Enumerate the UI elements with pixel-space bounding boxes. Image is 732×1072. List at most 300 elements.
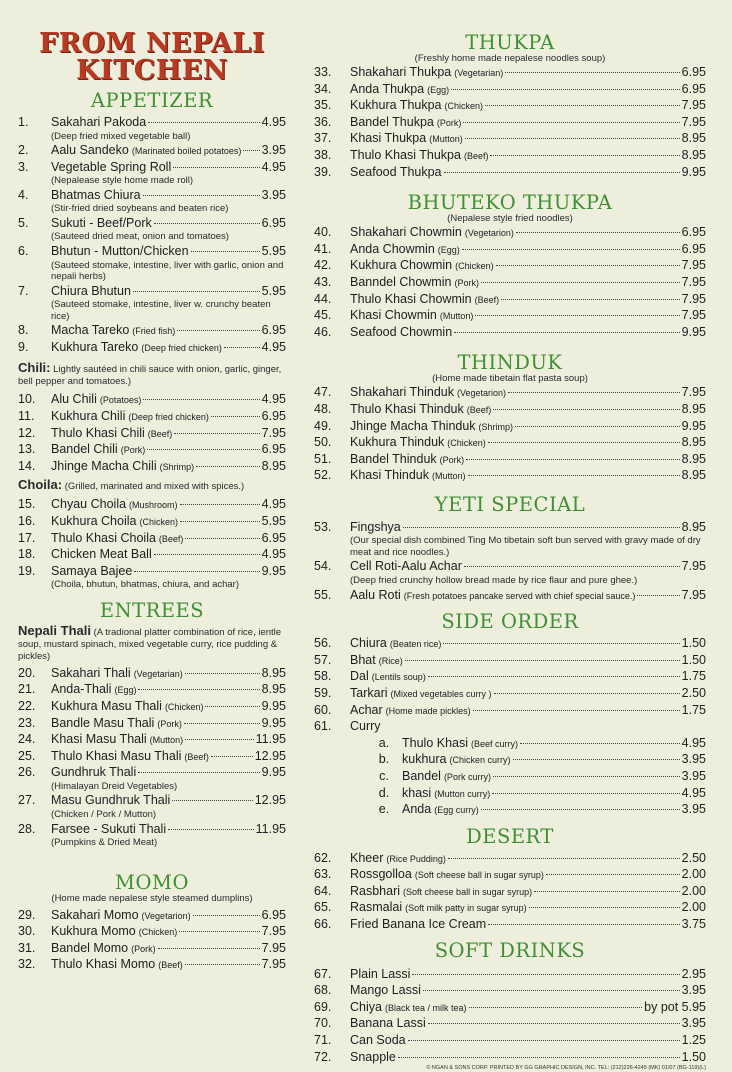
- menu-item: [18, 940, 286, 957]
- menu-item: [18, 441, 286, 458]
- item-number: 5.: [18, 215, 29, 230]
- item-number: 18.: [18, 547, 36, 562]
- dot-leader: [185, 963, 260, 965]
- bhuteko-list: [314, 224, 706, 340]
- menu-item: [18, 283, 286, 300]
- menu-item: [350, 751, 706, 768]
- item-price: 1.50: [681, 636, 706, 651]
- item-price: 4.95: [261, 339, 286, 354]
- item-number: 70.: [314, 1016, 332, 1031]
- item-note: (Potatoes): [99, 395, 142, 406]
- item-note: (Chicken): [444, 101, 484, 112]
- dot-leader: [184, 722, 260, 724]
- item-price: 6.95: [261, 323, 286, 338]
- item-name: Khasi Thinduk: [350, 468, 429, 483]
- dot-leader: [481, 808, 680, 810]
- item-description: (Nepalease style home made roll): [51, 175, 194, 187]
- item-name: Bandel Chili: [51, 442, 118, 457]
- menu-item: [350, 735, 706, 752]
- menu-item: [18, 821, 286, 838]
- menu-item: [314, 850, 706, 867]
- menu-item: [18, 698, 286, 715]
- dot-leader: [508, 391, 680, 393]
- menu-item: [314, 982, 706, 999]
- item-number: 15.: [18, 497, 36, 512]
- item-name: Chiya: [350, 999, 382, 1014]
- item-note: (Home made pickles): [385, 705, 471, 716]
- menu-item: [18, 731, 286, 748]
- menu-item: [314, 883, 706, 900]
- item-number: 7.: [18, 283, 29, 298]
- item-price: 7.95: [261, 425, 286, 440]
- item-note: (Black tea / milk tea): [384, 1002, 467, 1013]
- item-price: 1.50: [681, 1049, 706, 1064]
- dot-leader: [494, 692, 680, 694]
- item-note: (Egg): [437, 244, 460, 255]
- item-name: Kukhura Masu Thali: [51, 698, 162, 713]
- menu-item: [314, 916, 706, 933]
- menu-item: [314, 652, 706, 669]
- item-description: (Sauteed dried meat, onion and tomatoes): [51, 231, 229, 243]
- left-column: [18, 0, 286, 973]
- item-name: Chyau Choila: [51, 497, 127, 512]
- dot-leader: [428, 675, 680, 677]
- item-number: 62.: [314, 850, 332, 865]
- item-name: Kukhura Thinduk: [350, 435, 445, 450]
- dot-leader: [423, 989, 680, 991]
- item-name: Bandel Thukpa: [350, 114, 434, 129]
- item-note: (Egg curry): [434, 805, 479, 816]
- item-name: Chiura Bhutun: [51, 283, 131, 298]
- choila-label: Choila:: [18, 477, 63, 493]
- item-price: 2.50: [681, 850, 706, 865]
- menu-item: [18, 142, 286, 159]
- item-name: Bhatmas Chiura: [51, 187, 141, 202]
- item-price: 9.95: [681, 164, 706, 179]
- item-name: Banana Lassi: [350, 1016, 426, 1031]
- item-name: Alu Chili: [51, 392, 97, 407]
- item-price: 7.95: [681, 114, 706, 129]
- menu-item: [18, 923, 286, 940]
- item-number: 69.: [314, 999, 332, 1014]
- item-number: 49.: [314, 418, 332, 433]
- menu-item: [18, 792, 286, 809]
- item-note: (Vegetarian): [133, 668, 183, 679]
- menu-item: [18, 114, 286, 131]
- item-price: 3.95: [261, 143, 286, 158]
- item-name: Banndel Chowmin: [350, 274, 452, 289]
- item-note: (Beef): [184, 751, 209, 762]
- item-note: (Deep fried chicken): [128, 411, 209, 422]
- item-note: (Beef): [158, 533, 184, 544]
- item-number: 29.: [18, 907, 36, 922]
- dot-leader: [475, 314, 679, 316]
- item-name: Gundhruk Thali: [51, 765, 137, 780]
- item-name: Anda: [402, 802, 432, 817]
- item-note: (Chicken curry): [449, 755, 511, 766]
- item-note: (Rice): [378, 655, 403, 666]
- item-price: 7.95: [681, 274, 706, 289]
- item-name: Kukhura Choila: [51, 513, 137, 528]
- item-number: 71.: [314, 1033, 332, 1048]
- menu-item: [314, 257, 706, 274]
- item-number: 57.: [314, 652, 332, 667]
- dot-leader: [473, 709, 680, 711]
- item-note: (Soft milk patty in sugar syrup): [405, 903, 527, 914]
- item-name: Kukhura Thukpa: [350, 98, 442, 113]
- dot-leader: [172, 799, 252, 801]
- item-name: Rossgolloa: [350, 867, 412, 882]
- dot-leader: [143, 194, 260, 196]
- dot-leader: [179, 930, 259, 932]
- item-name: Kukhura Momo: [51, 924, 136, 939]
- entrees-list: [18, 665, 286, 849]
- item-note: (Shrimp): [478, 421, 514, 432]
- item-name: Thulo Khasi Masu Thali: [51, 748, 182, 763]
- item-price: 4.95: [261, 497, 286, 512]
- dot-leader: [448, 857, 680, 859]
- menu-item: [314, 1015, 706, 1032]
- menu-item: [18, 956, 286, 973]
- item-price: 8.95: [681, 519, 706, 534]
- item-description: (Deep fried crunchy hollow bread made by rice flaur and pure ghee.): [350, 575, 638, 587]
- item-note: (Chicken): [139, 516, 178, 527]
- item-name: Farsee - Sukuti Thali: [51, 821, 167, 836]
- item-name: Anda Thukpa: [350, 81, 425, 96]
- item-note: (Mutton): [439, 311, 474, 322]
- chili-list: [18, 391, 286, 474]
- item-name: Mango Lassi: [350, 983, 421, 998]
- menu-item: [18, 159, 286, 176]
- item-price: 8.95: [681, 468, 706, 483]
- menu-item: [314, 401, 706, 418]
- dot-leader: [454, 331, 680, 333]
- dot-leader: [637, 594, 679, 596]
- item-price: 5.95: [261, 283, 286, 298]
- dot-leader: [177, 329, 259, 331]
- item-price: 4.95: [681, 735, 706, 750]
- desert-list: [314, 850, 706, 933]
- item-price: 3.95: [261, 187, 286, 202]
- item-name: Snapple: [350, 1049, 396, 1064]
- item-price: 7.95: [681, 559, 706, 574]
- dot-leader: [243, 149, 259, 151]
- item-price: 3.95: [681, 983, 706, 998]
- item-name: Seafood Chowmin: [350, 324, 453, 339]
- item-number: 16.: [18, 513, 36, 528]
- item-number: 55.: [314, 587, 332, 602]
- dot-leader: [485, 104, 680, 106]
- dot-leader: [468, 474, 680, 476]
- item-name: Can Soda: [350, 1033, 406, 1048]
- item-name: Thulo Khasi Chowmin: [350, 291, 472, 306]
- restaurant-title-line1: FROM NEPALI: [38, 28, 266, 59]
- item-name: Cell Roti-Aalu Achar: [350, 559, 462, 574]
- item-number: 4.: [18, 187, 29, 202]
- item-price: 4.95: [261, 547, 286, 562]
- menu-item: [18, 546, 286, 563]
- item-number: 32.: [18, 957, 36, 972]
- item-name: Thulo Khasi: [402, 735, 469, 750]
- right-column: [314, 0, 706, 1072]
- item-number: 33.: [314, 65, 332, 79]
- item-description: (Sauteed stomake, intestine, liver with garlic, onion and nepali herbs): [51, 259, 284, 283]
- item-name: Rasmalai: [350, 900, 403, 915]
- menu-item: [314, 130, 706, 147]
- item-description: (Sauteed stomake, intestine, liver w. crunchy beaten rice): [51, 299, 271, 322]
- item-number: 58.: [314, 669, 332, 684]
- dot-leader: [211, 755, 253, 757]
- item-price: 8.95: [681, 131, 706, 146]
- item-name: khasi: [402, 785, 432, 800]
- item-note: (Mixed vegetables curry ): [390, 688, 492, 699]
- item-name: Thulo Khasi Chili: [51, 425, 145, 440]
- item-name: Aalu Roti: [350, 587, 401, 602]
- item-number: 2.: [18, 143, 29, 158]
- item-number: 13.: [18, 442, 36, 457]
- item-note: (Pork): [120, 445, 146, 456]
- dot-leader: [191, 250, 260, 252]
- item-number: 27.: [18, 793, 36, 808]
- menu-item: [350, 768, 706, 785]
- item-price: 6.95: [261, 408, 286, 423]
- item-number: 35.: [314, 98, 332, 113]
- item-note: (Chicken): [455, 261, 494, 272]
- item-price: 4.95: [261, 159, 286, 174]
- item-number: 45.: [314, 308, 332, 323]
- item-name: Bhat: [350, 652, 376, 667]
- chili-label: Chili:: [18, 360, 51, 376]
- dot-leader: [481, 281, 680, 283]
- item-number: 25.: [18, 748, 36, 763]
- item-number: 14.: [18, 458, 36, 473]
- dot-leader: [154, 222, 260, 224]
- dot-leader: [398, 1056, 680, 1058]
- item-price: 9.95: [261, 765, 286, 780]
- dot-leader: [451, 88, 680, 90]
- dot-leader: [466, 458, 680, 460]
- choila-list: [18, 496, 286, 590]
- item-price: 11.95: [255, 821, 286, 836]
- item-number: 23.: [18, 715, 36, 730]
- item-name: Jhinge Macha Thinduk: [350, 418, 476, 433]
- dot-leader: [513, 758, 680, 760]
- item-price: 9.95: [261, 698, 286, 713]
- item-name: Sakahari Thali: [51, 665, 131, 680]
- soft-drinks-heading: SOFT DRINKS: [434, 938, 586, 962]
- dot-leader: [516, 231, 680, 233]
- item-number: 22.: [18, 698, 36, 713]
- item-number: 21.: [18, 682, 36, 697]
- item-note: (Beaten rice): [389, 639, 442, 650]
- menu-item: [314, 434, 706, 451]
- item-name: Aalu Sandeko: [51, 143, 129, 158]
- item-name: Sukuti - Beef/Pork: [51, 215, 152, 230]
- yeti-list: [314, 519, 706, 603]
- item-price: 6.95: [261, 530, 286, 545]
- dot-leader: [465, 137, 680, 139]
- item-number: 11.: [18, 408, 35, 423]
- item-number: 63.: [314, 867, 332, 882]
- item-note: (Vegetarian): [454, 68, 504, 78]
- item-price: 9.95: [681, 418, 706, 433]
- menu-item: [18, 339, 286, 356]
- dot-leader: [148, 121, 259, 123]
- item-description: (Deep fried mixed vegetable ball): [51, 130, 191, 142]
- item-price: 6.95: [681, 241, 706, 256]
- item-number: 24.: [18, 732, 36, 747]
- item-name: Tarkari: [350, 685, 388, 700]
- item-price: 9.95: [261, 563, 286, 578]
- dot-leader: [490, 154, 679, 156]
- menu-item: [314, 114, 706, 131]
- thukpa-list: [314, 64, 706, 180]
- choila-category: [18, 479, 286, 493]
- item-name: Bandel Momo: [51, 940, 129, 955]
- item-number: 50.: [314, 435, 332, 450]
- dot-leader: [520, 742, 680, 744]
- item-number: 26.: [18, 765, 36, 780]
- dot-leader: [534, 890, 680, 892]
- side-order-list: [314, 635, 706, 718]
- item-price: 8.95: [261, 682, 286, 697]
- item-name: Rasbhari: [350, 883, 401, 898]
- menu-item: [314, 668, 706, 685]
- menu-item: [18, 458, 286, 475]
- item-name: Anda Chowmin: [350, 241, 435, 256]
- menu-item: [18, 187, 286, 204]
- menu-item: [314, 384, 706, 401]
- item-name: Seafood Thukpa: [350, 164, 442, 179]
- menu-item: [314, 966, 706, 983]
- menu-item: [314, 307, 706, 324]
- dot-leader: [180, 503, 260, 505]
- item-price: by pot 5.95: [644, 999, 706, 1014]
- item-price: 7.95: [681, 308, 706, 323]
- item-name: Thulo Khasi Choila: [51, 530, 156, 545]
- dot-leader: [443, 642, 679, 644]
- menu-item: [314, 558, 706, 575]
- item-number: 31.: [18, 940, 36, 955]
- dot-leader: [211, 415, 260, 417]
- item-number: 54.: [314, 559, 332, 574]
- item-number: 46.: [314, 324, 332, 339]
- item-price: 8.95: [261, 458, 286, 473]
- item-note: (Deep fried chicken): [141, 342, 222, 353]
- item-number: 66.: [314, 917, 332, 932]
- item-number: e.: [378, 802, 390, 817]
- menu-item: [314, 274, 706, 291]
- bhuteko-subtitle: (Nepalese style fried noodles): [447, 213, 573, 225]
- dot-leader: [515, 425, 680, 427]
- dot-leader: [462, 248, 680, 250]
- menu-item: [18, 408, 286, 425]
- bhuteko-heading: BHUTEKO THUKPA: [407, 191, 613, 215]
- menu-item: [18, 715, 286, 732]
- item-note: (Mutton): [149, 735, 184, 746]
- momo-heading: MOMO: [115, 870, 189, 894]
- item-note: (Soft cheese ball in sugar syrup): [403, 886, 533, 897]
- dot-leader: [154, 553, 260, 555]
- thinduk-list: [314, 384, 706, 484]
- menu-item: [18, 425, 286, 442]
- item-note: (Vegetarion): [457, 388, 507, 399]
- dot-leader: [463, 121, 679, 123]
- item-note: (Egg): [114, 685, 137, 696]
- item-note: (Mutton): [432, 471, 466, 482]
- item-number: 17.: [18, 530, 36, 545]
- item-note: (Pork curry): [443, 771, 491, 782]
- item-note: (Pork): [436, 117, 462, 128]
- menu-item: [314, 64, 706, 81]
- dot-leader: [185, 672, 260, 674]
- item-number: 60.: [314, 702, 332, 717]
- dot-leader: [428, 1022, 680, 1024]
- menu-item: [18, 665, 286, 682]
- item-note: (Lentils soup): [371, 672, 426, 683]
- item-name: Vegetable Spring Roll: [51, 159, 172, 174]
- thinduk-heading: THINDUK: [457, 351, 563, 375]
- item-price: 2.00: [681, 867, 706, 882]
- item-price: 6.95: [681, 225, 706, 240]
- item-price: 3.75: [681, 917, 706, 932]
- item-name: Bandel Thinduk: [350, 451, 437, 466]
- item-price: 8.95: [261, 665, 286, 680]
- momo-subtitle: (Home made nepalese style steamed dumplins): [51, 892, 253, 904]
- appetizer-heading: APPETIZER: [90, 89, 214, 112]
- item-name: Kheer: [350, 850, 384, 865]
- item-name: Kukhura Chowmin: [350, 258, 453, 273]
- thali-category: [18, 622, 286, 663]
- dot-leader: [185, 537, 259, 539]
- soft-drinks-list: [314, 966, 706, 1066]
- item-number: 56.: [314, 636, 332, 651]
- dot-leader: [492, 792, 679, 794]
- item-price: 11.95: [255, 732, 286, 747]
- item-name: Fingshya: [350, 519, 401, 534]
- item-number: 67.: [314, 966, 332, 981]
- item-price: 3.95: [681, 768, 706, 783]
- dot-leader: [403, 526, 680, 528]
- item-note: (Mutton curry): [434, 788, 491, 799]
- item-number: d.: [378, 785, 390, 800]
- item-number: 9.: [18, 339, 29, 354]
- item-number: c.: [379, 768, 389, 783]
- menu-item: [314, 899, 706, 916]
- item-description: (Choila, bhutun, bhatmas, chiura, and achar): [51, 579, 239, 591]
- menu-item: [314, 587, 706, 604]
- item-note: (Chicken): [138, 927, 178, 938]
- menu-item: [18, 513, 286, 530]
- item-note: (Rice Pudding): [386, 853, 446, 864]
- item-note: (Mushroom): [129, 500, 178, 511]
- item-number: 44.: [314, 291, 332, 306]
- item-note: (Shrimp): [159, 461, 195, 472]
- menu-item: [18, 907, 286, 924]
- item-price: 7.95: [261, 940, 286, 955]
- thukpa-heading: THUKPA: [465, 31, 555, 54]
- menu-item: [18, 748, 286, 765]
- menu-item: [18, 496, 286, 513]
- item-price: 3.95: [681, 752, 706, 767]
- dot-leader: [143, 398, 259, 400]
- dot-leader: [405, 659, 680, 661]
- momo-list: [18, 907, 286, 973]
- item-price: 5.95: [261, 243, 286, 258]
- item-number: 61.: [314, 719, 332, 734]
- item-price: 3.95: [681, 1016, 706, 1031]
- item-description: (Our special dish combined Ting Mo tibetain soft bun served with gravy made of dry meat and rice noodles.): [350, 535, 701, 558]
